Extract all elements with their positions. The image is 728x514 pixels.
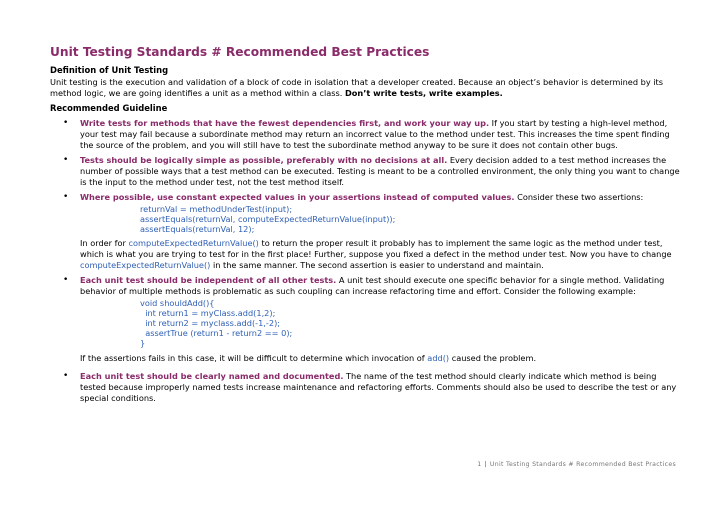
- bullet-icon: •: [63, 155, 69, 165]
- guideline-followup: [80, 238, 680, 271]
- page-footer: [477, 461, 676, 468]
- code-sample: returnVal = methodUnderTest(input); assertEquals(returnVal, computeExpectedReturnValue(input)); assertEquals(returnVal, 12);: [140, 204, 396, 235]
- guideline-text: If you start by testing a high-level method, your test may fail because a subordinate method may return an incorrect value to the method under test. This increases the time spent finding the source of the problem, and you will still have to test the subordinate method anyway to be sure it does not contain other bugs.: [80, 118, 670, 150]
- followup-text: caused the problem.: [449, 352, 537, 363]
- guideline-lead: Each unit test should be clearly named and documented.: [80, 370, 344, 381]
- code-sample: void shouldAdd(){ int return1 = myClass.add(1,2); int return2 = myclass.add(-1,-2); assertTrue (return1 - return2 == 0); }: [140, 297, 293, 349]
- guideline-item: [50, 371, 680, 404]
- bullet-icon: •: [63, 192, 69, 202]
- inline-code: add(): [427, 352, 450, 363]
- bullet-icon: •: [63, 118, 69, 128]
- footer-separator: |: [484, 461, 487, 468]
- document-title: Unit Testing Standards # Recommended Best Practices: [50, 45, 430, 59]
- guideline-lead: Tests should be logically simple as possible, preferably with no decisions at all.: [80, 155, 448, 165]
- guideline-item: [50, 275, 680, 364]
- guideline-text: A unit test should execute one specific behavior for a single method. Validating behavior of multiple methods is problematic as such coupling can increase refactoring time and effort. Consider the following example:: [80, 274, 665, 296]
- guideline-lead: Each unit test should be independent of all other tests.: [80, 274, 337, 285]
- guideline-heading: Recommended Guideline: [50, 103, 168, 113]
- definition-emphasis: Don’t write tests, write examples.: [344, 88, 503, 98]
- definition-heading: Definition of Unit Testing: [50, 65, 169, 75]
- guideline-list: [50, 118, 680, 404]
- inline-code: computeExpectedReturnValue(): [80, 259, 211, 270]
- guideline-item: [50, 118, 680, 151]
- inline-code: computeExpectedReturnValue(): [128, 237, 259, 248]
- definition-text: Unit testing is the execution and validation of a block of code in isolation that a developer created. Because an object’s behavior is determined by its method logic, we are going identifies a unit as a method within a class.: [50, 77, 664, 98]
- page-number: 1: [477, 461, 482, 468]
- footer-title: Unit Testing Standards # Recommended Best Practices: [489, 461, 676, 468]
- bullet-icon: •: [63, 370, 69, 381]
- guideline-text: Consider these two assertions:: [514, 192, 644, 202]
- guideline-followup: [80, 353, 680, 364]
- guideline-text: Every decision added to a test method increases the number of possible ways that a test method can be executed. Testing is meant to be a controlled environment, the only thing you want to change is the input to the method under test, not the test method itself.: [80, 155, 680, 187]
- bullet-icon: •: [63, 274, 69, 285]
- definition-paragraph: [50, 77, 680, 99]
- guideline-lead: Write tests for methods that have the fewest dependencies first, and work your way up.: [80, 118, 490, 128]
- guideline-lead: Where possible, use constant expected values in your assertions instead of computed values.: [80, 192, 515, 202]
- document-page: [50, 44, 680, 404]
- followup-text: In order for: [80, 237, 129, 248]
- followup-text: in the same manner. The second assertion is easier to understand and maintain.: [210, 259, 544, 270]
- guideline-text: The name of the test method should clearly indicate which method is being tested because improperly named tests increase maintenance and refactoring efforts. Comments should also be used to describe the test or any special conditions.: [80, 370, 677, 403]
- followup-text: to return the proper result it probably has to implement the same logic as the method under test, which is what you are trying to test for in the first place! Further, suppose you fixed a defect in the method under test. Now you have to change: [80, 237, 672, 259]
- guideline-item: [50, 155, 680, 188]
- guideline-item: [50, 192, 680, 271]
- followup-text: If the assertions fails in this case, it will be difficult to determine which invocation of: [80, 352, 428, 363]
